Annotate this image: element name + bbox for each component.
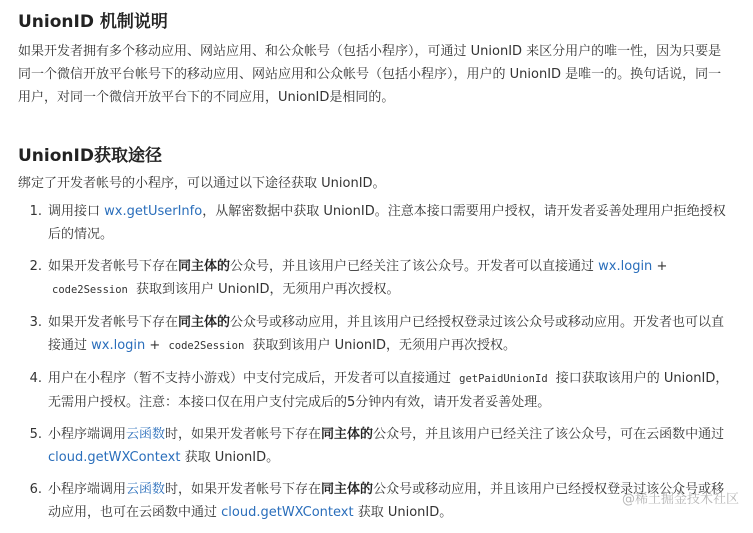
methods-list (18, 200, 734, 533)
link-wx-login[interactable]: wx.login (598, 259, 653, 274)
section-title-mechanism: UnionID 机制说明 (18, 12, 168, 32)
item-number: 3. (29, 315, 42, 330)
item-text: 获取到该用户 UnionID，无须用户再次授权。 (248, 338, 516, 353)
link-cloud-function[interactable]: 云函数 (126, 482, 166, 497)
item-text: 获取到该用户 UnionID，无须用户再次授权。 (131, 282, 400, 297)
item-number: 2. (29, 259, 42, 274)
item-text: 小程序端调用 (48, 482, 127, 497)
inline-code: code2Session (52, 284, 128, 296)
list-item (18, 200, 734, 246)
list-item (18, 311, 734, 358)
item-text: 公众号或移动应用，并且该用户已经授权登录过该公众号或移动应用，也可在云函数中通过 (48, 482, 725, 520)
item-text: 时，如果开发者帐号下存在 (165, 482, 322, 497)
link-cloud-function[interactable]: 云函数 (126, 427, 166, 442)
bold-text: 同主体的 (178, 259, 231, 274)
item-text: 接口获取该用户的 UnionID，无需用户授权。注意：本接口仅在用户支付完成后的5分钟内有效，请开发者妥善处理。 (48, 371, 729, 410)
link-getwxcontext[interactable]: cloud.getWXContext (48, 450, 181, 465)
inline-code: getPaidUnionId (459, 373, 548, 385)
inline-code: code2Session (168, 340, 245, 352)
item-text: 获取 UnionID。 (353, 505, 453, 520)
list-item (18, 255, 734, 302)
item-text: 如果开发者帐号下存在 (48, 315, 179, 330)
item-text: 调用接口 (48, 204, 105, 219)
section-title-methods: UnionID获取途径 (18, 146, 162, 166)
item-text: + (652, 259, 668, 274)
list-item (18, 423, 734, 469)
mechanism-paragraph: 如果开发者拥有多个移动应用、网站应用、和公众帐号（包括小程序），可通过 UnionID 来区分用户的唯一性，因为只要是同一个微信开放平台帐号下的移动应用、网站应用和公众帐号（包括小程序），用户的 UnionID 是唯一的。换句话说，同一用户，对同一个微信开放平台下的不同应用，UnionID是相同的。 (18, 44, 722, 105)
link-getwxcontext[interactable]: cloud.getWXContext (221, 505, 354, 520)
methods-intro: 绑定了开发者帐号的小程序，可以通过以下途径获取 UnionID。 (18, 176, 386, 191)
item-text: ，从解密数据中获取 UnionID。注意本接口需要用户授权，请开发者妥善处理用户拒绝授权后的情况。 (48, 204, 726, 242)
item-text: 用户在小程序（暂不支持小游戏）中支付完成后，开发者可以直接通过 (48, 371, 456, 386)
item-text: 公众号，并且该用户已经关注了该公众号，可在云函数中通过 (373, 427, 725, 442)
item-number: 4. (29, 371, 42, 386)
bold-text: 同主体的 (178, 315, 231, 330)
item-text: 获取 UnionID。 (180, 450, 280, 465)
link-wx-login[interactable]: wx.login (91, 338, 146, 353)
item-text: 如果开发者帐号下存在 (48, 259, 179, 274)
list-item (18, 367, 734, 414)
item-text: + (145, 338, 165, 353)
item-text: 公众号或移动应用，并且该用户已经授权登录过该公众号或移动应用。开发者也可以直接通过 (48, 315, 725, 353)
item-number: 6. (29, 482, 42, 497)
item-text: 时，如果开发者帐号下存在 (165, 427, 322, 442)
item-number: 5. (29, 427, 42, 442)
bold-text: 同主体的 (321, 427, 374, 442)
bold-text: 同主体的 (321, 482, 374, 497)
item-text: 小程序端调用 (48, 427, 127, 442)
link-getuserinfo[interactable]: wx.getUserInfo (104, 204, 203, 219)
item-number: 1. (29, 204, 42, 219)
item-text: 公众号，并且该用户已经关注了该公众号。开发者可以直接通过 (230, 259, 599, 274)
watermark: @稀土掘金技术社区 (621, 492, 739, 507)
